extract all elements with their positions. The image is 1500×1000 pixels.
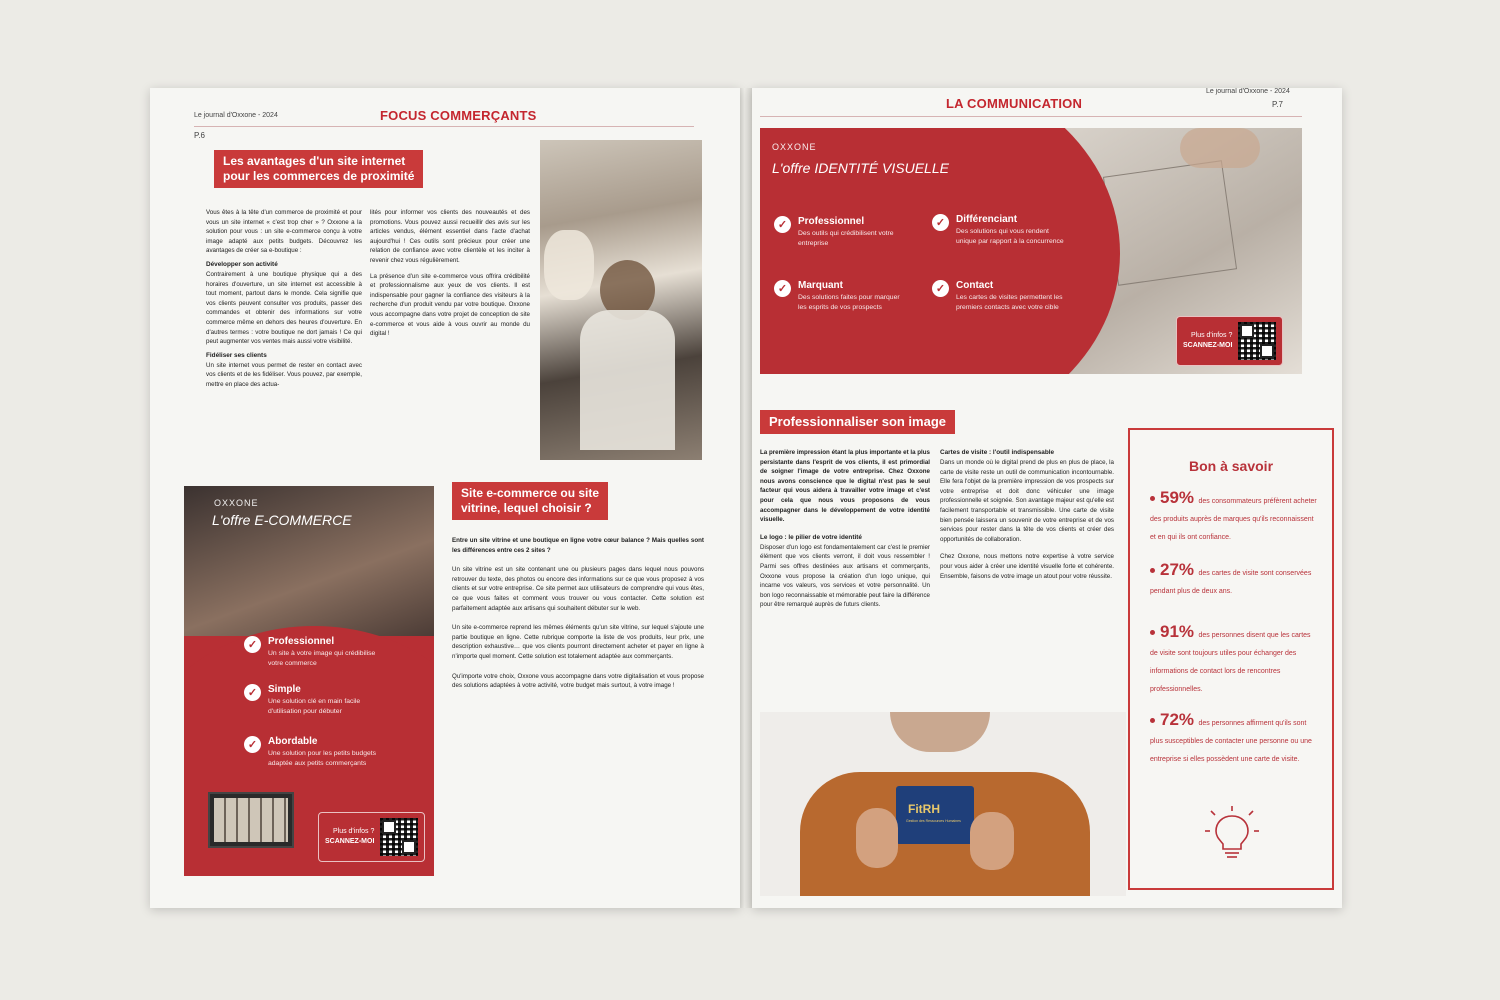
feature-differenciant: ✓ Différenciant Des solutions qui vous rendent unique par rapport à la concurrence: [932, 214, 1064, 246]
article-heading: Les avantages d'un site internet pour les commerces de proximité: [214, 150, 423, 188]
monitor-icon: [208, 792, 294, 848]
section-title: LA COMMUNICATION: [946, 96, 1083, 111]
header-rule: [194, 126, 694, 127]
bon-a-savoir-box: [1128, 428, 1334, 890]
feature-marquant: ✓ Marquant Des solutions faites pour marquer les esprits de vos prospects: [774, 280, 900, 312]
bon-a-savoir-title: Bon à savoir: [1188, 458, 1274, 474]
hand: [1180, 128, 1260, 168]
oxxone-logo: OXXONE: [772, 142, 817, 152]
offer-title: L'offre E-COMMERCE: [212, 512, 352, 528]
feature-abordable: ✓ Abordable Une solution pour les petits budgets adaptée aux petits commerçants: [244, 736, 376, 768]
card-subtitle: Gestion des Ressources Humaines: [906, 819, 961, 823]
left-hand: [856, 808, 898, 868]
check-icon: ✓: [774, 216, 791, 233]
article-column-2: lités pour informer vos clients des nouveautés et des promotions. Vous pouvez aussi recueillir des avis sur les articles vendus, élément essentiel dans l'acte d'achat aujourd'hui ! Ces outils sont précieux pour créer une relation de confiance avec votre clientèle et les inciter à revenir chez vous régulièrement. La présence d'un site e-commerce vous offrira crédibilité et professionnalisme aux yeux de vos clients. Il est indispensable pour gagner la confiance des visiteurs à la recherche d'un produit vendu par votre boutique. Oxxone vous accompagne dans votre projet de conception de site e-commerce et vous aide à vous ouvrir au monde du digital !: [370, 209, 530, 338]
card-logo: FitRH: [908, 802, 940, 816]
offer-title: L'offre IDENTITÉ VISUELLE: [772, 160, 949, 176]
stat-72: 72% des personnes affirment qu'ils sont plus susceptibles de contacter une personne ou une entreprise si elles possèdent une carte de visite.: [1150, 710, 1312, 763]
business-card: [896, 786, 974, 844]
qr-code-icon: [380, 818, 418, 856]
article2-body: Entre un site vitrine et une boutique en ligne votre cœur balance ? Mais quelles sont les différences entre ces 2 sites ? Un site vitrine est un site contenant une ou plusieurs pages dans lequel nous pouvons retrouver du texte, des photos ou encore des informations sur ce que vous proposez à vos clients et sur votre entreprise. Ce site permet aux utilisateurs de comprendre qui vous êtes, ce que vous faites et comment vous trouver ou vous contacter. Cette solution est parfaitement adaptée aux artisans qui souhaitent débuter sur le web. Un site e-commerce reprend les mêmes éléments qu'un site vitrine, sur lequel s'ajoute une partie boutique en ligne. Cette rubrique comporte la liste de vos produits, leur prix, une description exhaustive… que vos clients pourront directement acheter et payer en ligne à n'importe quel moment. Cette solution est totalement adaptée aux commerçants. Qu'importe votre choix, Oxxone vous accompagne dans votre digitalisation et vous propose des solutions adaptées à votre activité, votre budget mais surtout, à votre image !: [452, 537, 704, 690]
sack: [544, 230, 594, 300]
right-page: [752, 88, 1342, 908]
page-number: P.7: [1272, 100, 1283, 109]
check-icon: ✓: [244, 684, 261, 701]
notebook-sketch: [1103, 160, 1237, 286]
check-icon: ✓: [932, 214, 949, 231]
article-column-1: La première impression étant la plus importante et la plus persistante dans l'esprit de vos clients, il est primordial de soigner l'image de votre entreprise. Chez Oxxone nous avons conscience que le digital n'est pas le seul facteur qui vous aidera à travailler votre image et c'est pour cela que nous vous proposons de vous accompagner dans le développement de votre identité visuelle. Le logo : le pilier de votre identité Disposer d'un logo est fondamentalement car c'est le premier élément que vos clients verront, il doit vous ressembler ! Parmi ses offres destinées aux artisans et commerçants, Oxxone vous propose la création d'un logo unique, qui incarne vos valeurs, vos services et votre personnalité. Un bon logo reconnaissable et mémorable peut faire la différence pour être remarqué auprès de futurs clients.: [760, 449, 930, 609]
check-icon: ✓: [932, 280, 949, 297]
person-body: [580, 310, 675, 450]
page-number: P.6: [194, 131, 205, 140]
stat-27: 27% des cartes de visite sont conservées pendant plus de deux ans.: [1150, 560, 1312, 595]
stat-59: 59% des consommateurs préfèrent acheter des produits auprès de marques qu'ils reconnaissent et en qui ils ont confiance.: [1150, 488, 1317, 541]
feature-contact: ✓ Contact Les cartes de visites permettent les premiers contacts avec votre cible: [932, 280, 1063, 312]
section-title: FOCUS COMMERÇANTS: [380, 108, 537, 123]
article-column-2: Cartes de visite : l'outil indispensable Dans un monde où le digital prend de plus en plus de place, la carte de visite reste un outil de communication incontournable. Elle fera l'objet de la première impression de vos prospects sur votre entreprise et doit donc véhiculer une image professionnelle et soignée. Son avantage majeur est qu'elle est facilement transportable et transmissible. Une carte de visite bien pensée laissera un souvenir de votre entreprise et de vos services pour rester dans la tête de vos clients et créer des opportunités de collaboration. Chez Oxxone, nous mettons notre expertise à votre service pour vous aider à créer une identité visuelle forte et cohérente. Ensemble, faisons de votre image un atout pour votre réussite.: [940, 449, 1114, 580]
oxxone-logo: OXXONE: [214, 498, 259, 508]
business-card-photo: [760, 712, 1126, 896]
feature-professionnel: ✓ Professionnel Des outils qui crédibilisent votre entreprise: [774, 216, 894, 248]
left-page: [150, 88, 740, 908]
journal-label: Le journal d'Oxxone - 2024: [1206, 88, 1290, 95]
check-icon: ✓: [244, 736, 261, 753]
stat-91: 91% des personnes disent que les cartes de visite sont toujours utiles pour échanger des informations de contact lors de rencontres professionnelles.: [1150, 622, 1311, 693]
offer-photo: [184, 486, 434, 636]
journal-label: Le journal d'Oxxone - 2024: [194, 112, 278, 119]
qr-scan-box[interactable]: Plus d'infos ? SCANNEZ-MOI: [318, 812, 425, 862]
article-heading: Professionnaliser son image: [760, 410, 955, 434]
feature-simple: ✓ Simple Une solution clé en main facile d'utilisation pour débuter: [244, 684, 360, 716]
article-column-1: Vous êtes à la tête d'un commerce de proximité et pour vous un site internet « c'est trop cher » ? Oxxone a la solution pour vous : un site e-commerce conçu à votre image adapté aux petits budgets. Découvrez les avantages de créer sa e-boutique : Développer son activité Contrairement à une boutique physique qui a des horaires d'ouverture, un site internet est accessible à tout moment, partout dans le monde. Cela signifie que vos clients peuvent consulter vos produits, passer des commandes et obtenir des informations sur votre commerce même en dehors des heures d'ouverture. En d'autres termes : votre boutique ne dort jamais ! Ce qui peut augmenter vos ventes mais aussi votre visibilité. Fidéliser ses clients Un site internet vous permet de rester en contact avec vos clients et de les fidéliser. Vous pouvez, par exemple, mettre en place des actua-: [206, 209, 362, 388]
article2-heading: Site e-commerce ou site vitrine, lequel choisir ?: [452, 482, 608, 520]
check-icon: ✓: [774, 280, 791, 297]
shop-photo: [540, 140, 702, 460]
qr-code-icon: [1238, 322, 1276, 360]
identity-offer: [760, 128, 1302, 374]
check-icon: ✓: [244, 636, 261, 653]
header-rule: [760, 116, 1302, 117]
qr-scan-box[interactable]: Plus d'infos ? SCANNEZ-MOI: [1176, 316, 1283, 366]
right-hand: [970, 812, 1014, 870]
lightbulb-icon: [1202, 804, 1262, 860]
feature-professionnel: ✓ Professionnel Un site à votre image qui crédibilise votre commerce: [244, 636, 375, 668]
ecommerce-offer: [184, 486, 434, 876]
person-chin: [890, 712, 990, 752]
